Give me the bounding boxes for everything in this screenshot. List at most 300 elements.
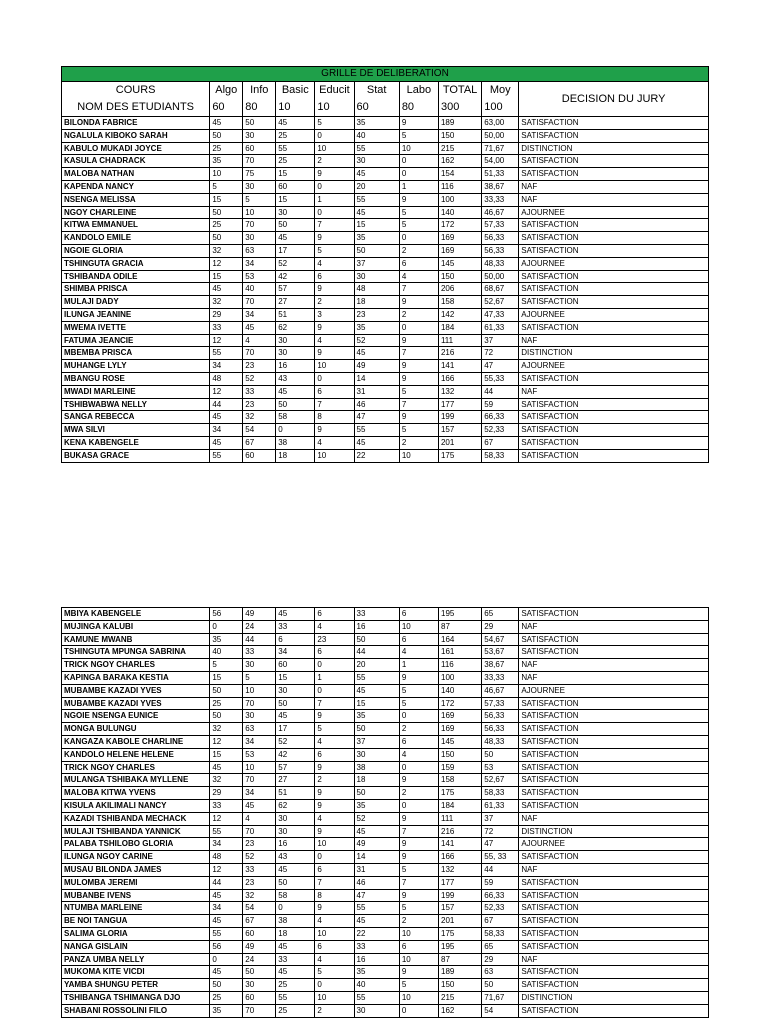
score-cell: 61,33 <box>482 321 519 334</box>
student-name: TSHINGUTA GRACIA <box>62 257 210 270</box>
score-cell: 17 <box>276 723 315 736</box>
student-name: TSHIBANDA ODILE <box>62 270 210 283</box>
score-cell: 16 <box>354 953 399 966</box>
table-row <box>62 863 709 876</box>
score-cell: 44 <box>210 876 243 889</box>
score-cell: 30 <box>354 1004 399 1017</box>
decision-cell: AJOURNEE <box>519 206 709 219</box>
score-cell: 4 <box>399 748 438 761</box>
score-cell: 9 <box>399 889 438 902</box>
score-cell: 57,33 <box>482 697 519 710</box>
score-cell: 31 <box>354 385 399 398</box>
score-cell: 49 <box>354 360 399 373</box>
score-cell: 10 <box>315 838 354 851</box>
score-cell: 2 <box>399 787 438 800</box>
score-cell: 18 <box>354 774 399 787</box>
score-cell: 32 <box>210 774 243 787</box>
score-cell: 34 <box>210 902 243 915</box>
student-name: BILONDA FABRICE <box>62 117 210 130</box>
student-name: MULOMBA JEREMI <box>62 876 210 889</box>
score-cell: 0 <box>399 155 438 168</box>
score-cell: 5 <box>210 180 243 193</box>
score-cell: 56 <box>210 608 243 621</box>
score-cell: 38 <box>354 761 399 774</box>
score-cell: 4 <box>399 270 438 283</box>
score-cell: 4 <box>315 915 354 928</box>
table-row <box>62 710 709 723</box>
score-cell: 9 <box>399 117 438 130</box>
score-cell: 45 <box>354 436 399 449</box>
score-cell: 5 <box>315 966 354 979</box>
student-name: KANDOLO HELENE HELENE <box>62 748 210 761</box>
decision-cell: SATISFACTION <box>519 398 709 411</box>
score-cell: 50 <box>276 398 315 411</box>
decision-cell: SATISFACTION <box>519 876 709 889</box>
score-cell: 62 <box>276 321 315 334</box>
score-cell: 55 <box>276 142 315 155</box>
table-row <box>62 876 709 889</box>
decision-cell: SATISFACTION <box>519 296 709 309</box>
score-cell: 10 <box>399 449 438 462</box>
score-cell: 6 <box>315 646 354 659</box>
score-cell: 55 <box>354 142 399 155</box>
score-cell: 49 <box>354 838 399 851</box>
score-cell: 12 <box>210 812 243 825</box>
score-cell: 47 <box>354 889 399 902</box>
decision-cell: SATISFACTION <box>519 411 709 424</box>
score-cell: 55,33 <box>482 372 519 385</box>
score-cell: 0 <box>399 761 438 774</box>
student-name: KAPENDA NANCY <box>62 180 210 193</box>
score-cell: 56,33 <box>482 244 519 257</box>
col-max: 80 <box>243 99 276 117</box>
decision-cell: NAF <box>519 863 709 876</box>
score-cell: 29 <box>210 787 243 800</box>
score-cell: 9 <box>315 283 354 296</box>
score-cell: 45 <box>276 710 315 723</box>
cours-label: COURS <box>62 82 210 100</box>
score-cell: 68,67 <box>482 283 519 296</box>
score-cell: 25 <box>210 697 243 710</box>
score-cell: 38 <box>276 436 315 449</box>
score-cell: 37 <box>354 257 399 270</box>
student-name: TRICK NGOY CHARLES <box>62 761 210 774</box>
student-name: KAPINGA BARAKA KESTIA <box>62 671 210 684</box>
score-cell: 45 <box>276 232 315 245</box>
score-cell: 44 <box>482 385 519 398</box>
score-cell: 54 <box>482 1004 519 1017</box>
score-cell: 58 <box>276 889 315 902</box>
col-header: Educit <box>315 82 354 100</box>
student-name: TSHINGUTA MPUNGA SABRINA <box>62 646 210 659</box>
table-title: GRILLE DE DELIBERATION <box>62 67 709 82</box>
table-row <box>62 129 709 142</box>
score-cell: 30 <box>276 812 315 825</box>
score-cell: 50 <box>354 244 399 257</box>
student-name: PALABA TSHILOBO GLORIA <box>62 838 210 851</box>
score-cell: 55 <box>354 902 399 915</box>
decision-cell: NAF <box>519 671 709 684</box>
student-name: MUHANGE LYLY <box>62 360 210 373</box>
decision-cell: NAF <box>519 812 709 825</box>
decision-cell: SATISFACTION <box>519 697 709 710</box>
score-cell: 16 <box>276 838 315 851</box>
score-cell: 9 <box>399 851 438 864</box>
score-cell: 7 <box>399 876 438 889</box>
score-cell: 100 <box>439 671 482 684</box>
score-cell: 25 <box>210 219 243 232</box>
score-cell: 5 <box>399 697 438 710</box>
score-cell: 58 <box>276 411 315 424</box>
student-name: YAMBA SHUNGU PETER <box>62 979 210 992</box>
score-cell: 12 <box>210 735 243 748</box>
decision-cell: SATISFACTION <box>519 979 709 992</box>
score-cell: 111 <box>438 334 481 347</box>
col-header: Basic <box>276 82 315 100</box>
decision-cell: AJOURNEE <box>519 838 709 851</box>
score-cell: 35 <box>210 155 243 168</box>
score-cell: 52 <box>276 257 315 270</box>
score-cell: 0 <box>399 799 438 812</box>
score-cell: 9 <box>315 232 354 245</box>
score-cell: 17 <box>276 244 315 257</box>
score-cell: 9 <box>399 838 438 851</box>
decision-cell: SATISFACTION <box>519 155 709 168</box>
col-max: 300 <box>438 99 481 117</box>
score-cell: 37 <box>482 812 519 825</box>
score-cell: 55 <box>354 193 399 206</box>
decision-cell: SATISFACTION <box>519 915 709 928</box>
table-row <box>62 168 709 181</box>
score-cell: 7 <box>315 876 354 889</box>
score-cell: 51 <box>276 308 315 321</box>
score-cell: 141 <box>438 360 481 373</box>
student-name: MULAJI TSHIBANDA YANNICK <box>62 825 210 838</box>
score-cell: 7 <box>399 347 438 360</box>
score-cell: 53 <box>243 748 276 761</box>
score-cell: 30 <box>276 206 315 219</box>
score-cell: 50 <box>210 129 243 142</box>
score-cell: 7 <box>399 825 438 838</box>
score-cell: 25 <box>276 1004 315 1017</box>
student-name: ILUNGA JEANINE <box>62 308 210 321</box>
decision-cell: SATISFACTION <box>519 449 709 462</box>
col-max: 60 <box>354 99 399 117</box>
score-cell: 62 <box>276 799 315 812</box>
score-cell: 4 <box>315 735 354 748</box>
score-cell: 34 <box>210 424 243 437</box>
col-max: 60 <box>210 99 243 117</box>
score-cell: 7 <box>399 283 438 296</box>
score-cell: 142 <box>438 308 481 321</box>
score-cell: 56,33 <box>482 710 519 723</box>
score-cell: 33 <box>276 953 315 966</box>
deliberation-table-2 <box>61 607 709 1018</box>
table-row <box>62 915 709 928</box>
decision-cell: SATISFACTION <box>519 927 709 940</box>
deliberation-table-1 <box>61 66 709 463</box>
score-cell: 58,33 <box>482 449 519 462</box>
table-row <box>62 424 709 437</box>
score-cell: 33 <box>210 799 243 812</box>
score-cell: 16 <box>276 360 315 373</box>
score-cell: 30 <box>243 979 276 992</box>
student-name: ILUNGA NGOY CARINE <box>62 851 210 864</box>
score-cell: 2 <box>315 774 354 787</box>
score-cell: 50 <box>276 876 315 889</box>
score-cell: 54,00 <box>482 155 519 168</box>
score-cell: 55 <box>354 424 399 437</box>
score-cell: 45 <box>210 436 243 449</box>
score-cell: 15 <box>210 671 243 684</box>
score-cell: 63 <box>243 723 276 736</box>
student-name: MWADI MARLEINE <box>62 385 210 398</box>
score-cell: 29 <box>210 308 243 321</box>
score-cell: 57 <box>276 761 315 774</box>
col-header: Labo <box>399 82 438 100</box>
score-cell: 63 <box>243 244 276 257</box>
score-cell: 30 <box>276 334 315 347</box>
decision-cell: SATISFACTION <box>519 748 709 761</box>
table-row <box>62 155 709 168</box>
score-cell: 70 <box>243 219 276 232</box>
score-cell: 49 <box>243 608 276 621</box>
score-cell: 150 <box>438 270 481 283</box>
table-row <box>62 966 709 979</box>
score-cell: 1 <box>399 180 438 193</box>
score-cell: 0 <box>315 129 354 142</box>
score-cell: 157 <box>439 902 482 915</box>
table-row <box>62 723 709 736</box>
score-cell: 35 <box>210 633 243 646</box>
score-cell: 25 <box>276 129 315 142</box>
score-cell: 0 <box>210 953 243 966</box>
score-cell: 54,67 <box>482 633 519 646</box>
table-row <box>62 1004 709 1017</box>
score-cell: 50 <box>354 787 399 800</box>
score-cell: 4 <box>315 812 354 825</box>
decision-cell: SATISFACTION <box>519 889 709 902</box>
score-cell: 4 <box>315 620 354 633</box>
score-cell: 5 <box>399 206 438 219</box>
decision-cell: SATISFACTION <box>519 117 709 130</box>
score-cell: 50 <box>210 232 243 245</box>
score-cell: 0 <box>210 620 243 633</box>
score-cell: 10 <box>210 168 243 181</box>
score-cell: 150 <box>439 748 482 761</box>
score-cell: 27 <box>276 296 315 309</box>
score-cell: 10 <box>315 360 354 373</box>
score-cell: 145 <box>438 257 481 270</box>
score-cell: 45 <box>210 411 243 424</box>
student-name: NSENGA MELISSA <box>62 193 210 206</box>
decision-cell: AJOURNEE <box>519 684 709 697</box>
score-cell: 50 <box>210 710 243 723</box>
score-cell: 6 <box>399 257 438 270</box>
student-name: TRICK NGOY CHARLES <box>62 659 210 672</box>
score-cell: 30 <box>243 129 276 142</box>
score-cell: 0 <box>315 684 354 697</box>
decision-cell: NAF <box>519 953 709 966</box>
score-cell: 44 <box>210 398 243 411</box>
score-cell: 4 <box>315 257 354 270</box>
score-cell: 4 <box>315 334 354 347</box>
score-cell: 10 <box>315 991 354 1004</box>
col-max: 100 <box>482 99 519 117</box>
decision-cell: NAF <box>519 659 709 672</box>
score-cell: 33,33 <box>482 671 519 684</box>
score-cell: 5 <box>315 244 354 257</box>
student-name: KANDOLO EMILE <box>62 232 210 245</box>
score-cell: 30 <box>243 710 276 723</box>
score-cell: 5 <box>399 902 438 915</box>
score-cell: 45 <box>210 117 243 130</box>
score-cell: 5 <box>315 117 354 130</box>
score-cell: 6 <box>399 608 438 621</box>
score-cell: 15 <box>354 697 399 710</box>
col-header: Moy <box>482 82 519 100</box>
decision-cell: SATISFACTION <box>519 646 709 659</box>
score-cell: 32 <box>210 723 243 736</box>
score-cell: 22 <box>354 927 399 940</box>
score-cell: 10 <box>315 449 354 462</box>
score-cell: 47 <box>482 360 519 373</box>
score-cell: 72 <box>482 347 519 360</box>
score-cell: 54 <box>243 902 276 915</box>
score-cell: 70 <box>243 774 276 787</box>
score-cell: 52,33 <box>482 424 519 437</box>
score-cell: 87 <box>439 620 482 633</box>
score-cell: 52,33 <box>482 902 519 915</box>
table-row <box>62 799 709 812</box>
score-cell: 60 <box>243 142 276 155</box>
score-cell: 14 <box>354 851 399 864</box>
score-cell: 59 <box>482 398 519 411</box>
table-row <box>62 411 709 424</box>
score-cell: 199 <box>438 411 481 424</box>
score-cell: 35 <box>354 710 399 723</box>
score-cell: 22 <box>354 449 399 462</box>
score-cell: 52 <box>243 851 276 864</box>
table-row <box>62 257 709 270</box>
score-cell: 35 <box>354 966 399 979</box>
score-cell: 34 <box>210 360 243 373</box>
score-cell: 67 <box>482 915 519 928</box>
decision-cell: SATISFACTION <box>519 283 709 296</box>
score-cell: 52 <box>243 372 276 385</box>
score-cell: 157 <box>438 424 481 437</box>
score-cell: 215 <box>439 991 482 1004</box>
score-cell: 111 <box>439 812 482 825</box>
score-cell: 215 <box>438 142 481 155</box>
score-cell: 27 <box>276 774 315 787</box>
score-cell: 18 <box>276 927 315 940</box>
score-cell: 55 <box>276 991 315 1004</box>
score-cell: 7 <box>315 398 354 411</box>
score-cell: 158 <box>438 296 481 309</box>
score-cell: 4 <box>243 334 276 347</box>
score-cell: 2 <box>399 915 438 928</box>
score-cell: 10 <box>315 927 354 940</box>
score-cell: 5 <box>399 863 438 876</box>
decision-cell: NAF <box>519 180 709 193</box>
table-row <box>62 270 709 283</box>
score-cell: 10 <box>399 927 438 940</box>
decision-cell: SATISFACTION <box>519 723 709 736</box>
score-cell: 45 <box>210 889 243 902</box>
score-cell: 4 <box>315 436 354 449</box>
score-cell: 12 <box>210 257 243 270</box>
score-cell: 33 <box>243 863 276 876</box>
score-cell: 50 <box>354 633 399 646</box>
score-cell: 46 <box>354 398 399 411</box>
score-cell: 33 <box>243 646 276 659</box>
score-cell: 47 <box>354 411 399 424</box>
score-cell: 184 <box>439 799 482 812</box>
score-cell: 34 <box>276 646 315 659</box>
score-cell: 4 <box>315 953 354 966</box>
score-cell: 9 <box>399 360 438 373</box>
table-row <box>62 825 709 838</box>
student-name: MBEMBA PRISCA <box>62 347 210 360</box>
decision-cell: SATISFACTION <box>519 735 709 748</box>
score-cell: 70 <box>243 1004 276 1017</box>
student-name: MULANGA TSHIBAKA MYLLENE <box>62 774 210 787</box>
score-cell: 12 <box>210 385 243 398</box>
score-cell: 6 <box>315 385 354 398</box>
table-row <box>62 671 709 684</box>
score-cell: 9 <box>315 168 354 181</box>
score-cell: 201 <box>439 915 482 928</box>
score-cell: 71,67 <box>482 142 519 155</box>
score-cell: 51 <box>276 787 315 800</box>
score-cell: 8 <box>315 889 354 902</box>
score-cell: 30 <box>276 684 315 697</box>
student-name: SALIMA GLORIA <box>62 927 210 940</box>
score-cell: 2 <box>399 436 438 449</box>
table-row <box>62 608 709 621</box>
students-label: NOM DES ETUDIANTS <box>62 99 210 117</box>
score-cell: 15 <box>210 193 243 206</box>
score-cell: 10 <box>399 953 438 966</box>
score-cell: 7 <box>399 398 438 411</box>
score-cell: 42 <box>276 270 315 283</box>
score-cell: 71,67 <box>482 991 519 1004</box>
score-cell: 57,33 <box>482 219 519 232</box>
score-cell: 30 <box>243 180 276 193</box>
student-name: SHABANI ROSSOLINI FILO <box>62 1004 210 1017</box>
score-cell: 45 <box>276 966 315 979</box>
score-cell: 162 <box>438 155 481 168</box>
score-cell: 169 <box>438 244 481 257</box>
score-cell: 67 <box>243 915 276 928</box>
score-cell: 45 <box>276 117 315 130</box>
score-cell: 9 <box>315 347 354 360</box>
score-cell: 195 <box>439 608 482 621</box>
score-cell: 5 <box>243 193 276 206</box>
score-cell: 9 <box>399 296 438 309</box>
score-cell: 30 <box>276 825 315 838</box>
score-cell: 166 <box>438 372 481 385</box>
score-cell: 34 <box>243 308 276 321</box>
score-cell: 0 <box>399 1004 438 1017</box>
decision-cell: SATISFACTION <box>519 219 709 232</box>
score-cell: 5 <box>399 129 438 142</box>
table-row <box>62 838 709 851</box>
score-cell: 15 <box>276 168 315 181</box>
score-cell: 5 <box>399 684 438 697</box>
table-row <box>62 142 709 155</box>
